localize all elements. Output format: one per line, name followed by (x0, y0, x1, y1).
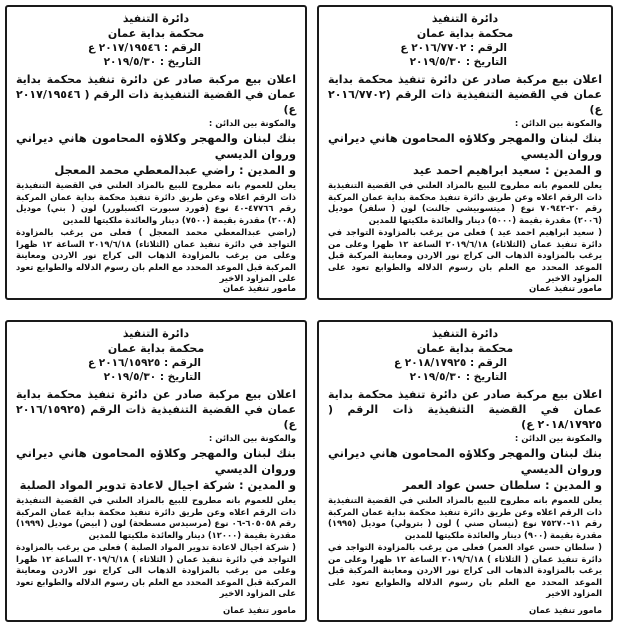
notice-title: اعلان بيع مركبة صادر عن دائرة تنفيذ محكمة بداية عمان في القضية التنفيذية ذات الرقم ( ٢٠١٧/١٩٥٤٦ ع) (16, 73, 296, 116)
notice-date-label: التاريخ : (159, 56, 201, 68)
notice-date-value: ٢٠١٩/٥/٣٠ (409, 56, 463, 68)
department-name: دائرة التنفيذ (122, 12, 190, 25)
parties-intro: والمكونة بين الدائن : (208, 434, 296, 444)
debtor (16, 477, 296, 493)
debtor (16, 162, 296, 178)
vehicle-sale-notice (5, 320, 307, 622)
debtor (328, 477, 602, 493)
case-number-value: ٢٠١٦/٧٧٠٢ ع (400, 42, 467, 54)
notice-date (16, 55, 296, 69)
case-number-label: الرقم : (469, 357, 507, 369)
debtor-name: سعيد ابراهيم احمد عيد (412, 163, 541, 177)
sale-details: يعلن للعموم بانه مطروح للبيع بالمزاد العلني في القضية التنفيذية ذات الرقم اعلاه وعن طريق دائرة تنفيذ محكمة بداية عمان المركبة رقم ٢٠-٧٠٩٤٢ نوع ( ميتسوبيشي جالنت) لون ( سلفر) موديل (٢٠٠٦) مقدرة بقيمة (٥٠٠٠) دينار والعائدة ملكيتها للمدين (328, 180, 602, 225)
parties-intro: والمكونة بين الدائن : (514, 434, 602, 444)
debtor-label: و المدين : (238, 478, 296, 492)
notice-date-value: ٢٠١٩/٥/٣٠ (103, 371, 157, 383)
case-number (328, 41, 602, 55)
notice-title: اعلان بيع مركبة صادر عن دائرة تنفيذ محكمة بداية عمان في القضية التنفيذية ذات الرقم ( ٢٠١٨/١٧٩٢٥ ع) (328, 388, 602, 431)
notice-date (16, 370, 296, 384)
court-name: محكمة بداية عمان (107, 27, 205, 40)
debtor-name: شركة اجيال لاعادة تدوير المواد الصلبة (19, 478, 235, 492)
department-name: دائرة التنفيذ (122, 327, 190, 340)
vehicle-sale-notice (317, 320, 613, 622)
department-name: دائرة التنفيذ (431, 12, 499, 25)
bidding-instructions: ( شركة اجيال لاعادة تدوير المواد الصلبة ) فعلى من يرغب بالمزاودة التواجد في دائرة تنفيذ عمان ( الثلاثاء ) ٢٠١٩/٦/١٨ الساعة ١٢ ظهرا وعلى من يرغب بالمزاودة الذهاب الى كراج نور الاردن ومعاينة المركبة قبل الموعد المحدد مع العلم بان رسوم الدلاله والطوابع تعود على المزاود الاخير (16, 542, 296, 598)
notice-date (328, 370, 602, 384)
creditor: بنك لبنان والمهجر وكلاؤه المحامون هاني ديراني وروان الديسي (16, 131, 296, 161)
parties-intro: والمكونة بين الدائن : (208, 119, 296, 129)
vehicle-sale-notice (317, 5, 613, 300)
case-number-label: الرقم : (163, 357, 201, 369)
creditor: بنك لبنان والمهجر وكلاؤه المحامون هاني ديراني وروان الديسي (16, 446, 296, 476)
debtor-label: و المدين : (544, 478, 602, 492)
bidding-instructions: ( سعيد ابراهيم احمد عيد ) فعلى من يرغب بالمزاودة التواجد في دائرة تنفيذ عمان (الثلاثاء) ٢٠١٩/٦/١٨ الساعة ١٢ ظهرا وعلى من يرغب بالمزاودة الذهاب الى كراج نور الاردن ومعاينة المركبة قبل الموعد المحدد مع العلم بان رسوم الدلاله والطوابع تعود على المزاود الاخير (328, 227, 602, 283)
sale-details: يعلن للعموم بانه مطروح للبيع بالمزاد العلني في القضية التنفيذية ذات الرقم اعلاه وعن طريق دائرة تنفيذ محكمة بداية عمان المركبة رقم ١١-٧٥٢٧٠ نوع (نيسان صني ) لون ( بترولي) موديل (١٩٩٥) مقدرة بقيمة (٩٠٠) دينار والعائدة ملكيتها للمدين (328, 495, 602, 540)
notice-title: اعلان بيع مركبة صادر عن دائرة تنفيذ محكمة بداية عمان في القضية التنفيذية ذات الرقم (٢٠١٦/١٥٩٢٥ ع) (16, 388, 296, 431)
notice-date-label: التاريخ : (465, 371, 507, 383)
bidding-instructions: (راضي عبدالمعطي محمد المعجل ) فعلى من يرغب بالمزاودة التواجد في دائرة تنفيذ عمان (الثلاثاء) ٢٠١٩/٦/١٨ الساعة ١٢ ظهرا وعلى من يرغب بالمزاودة الذهاب الى كراج نور الاردن ومعاينة المركبة قبل الموعد المحدد مع العلم بان رسوم الدلاله والطوابع تعود على المزاود الاخير (16, 227, 296, 283)
case-number-label: الرقم : (163, 42, 201, 54)
court-name: محكمة بداية عمان (107, 342, 205, 355)
debtor-name: سلطان حسن عواد العمر (402, 478, 541, 492)
creditor: بنك لبنان والمهجر وكلاؤه المحامون هاني ديراني وروان الديسي (328, 131, 602, 161)
debtor-label: و المدين : (238, 163, 296, 177)
debtor-label: و المدين : (544, 163, 602, 177)
case-number (16, 356, 296, 370)
signature: مامور تنفيذ عمان (529, 284, 602, 294)
signature: مامور تنفيذ عمان (223, 606, 296, 616)
signature: مامور تنفيذ عمان (223, 284, 296, 294)
creditor: بنك لبنان والمهجر وكلاؤه المحامون هاني ديراني وروان الديسي (328, 446, 602, 476)
case-number (328, 356, 602, 370)
notice-date (328, 55, 602, 69)
notice-date-label: التاريخ : (465, 56, 507, 68)
debtor-name: راضي عبدالمعطي محمد المعجل (54, 163, 235, 177)
notice-date-value: ٢٠١٩/٥/٣٠ (409, 371, 463, 383)
court-name: محكمة بداية عمان (416, 27, 514, 40)
case-number (16, 41, 296, 55)
court-name: محكمة بداية عمان (416, 342, 514, 355)
case-number-value: ٢٠١٨/١٧٩٢٥ ع (393, 357, 467, 369)
parties-intro: والمكونة بين الدائن : (514, 119, 602, 129)
debtor (328, 162, 602, 178)
case-number-value: ٢٠١٦/١٥٩٢٥ ع (87, 357, 161, 369)
notice-date-label: التاريخ : (159, 371, 201, 383)
signature: مامور تنفيذ عمان (529, 606, 602, 616)
sale-details: يعلن للعموم بانه مطروح للبيع بالمزاد العلني في القضية التنفيذية ذات الرقم اعلاه وعن طريق دائرة تنفيذ محكمة بداية عمان المركبة رقم ٤٧٧٦٦-٤٠ نوع (فورد سبورت اكسبلورر) لون ( بني) موديل (٢٠٠٨) مقدرة بقيمة (٧٥٠٠) دينار والعائدة ملكيتها للمدين (16, 180, 296, 225)
case-number-value: ٢٠١٧/١٩٥٤٦ ع (87, 42, 161, 54)
sale-details: يعلن للعموم بانه مطروح للبيع بالمزاد العلني في القضية التنفيذية ذات الرقم اعلاه وعن طريق دائرة تنفيذ محكمة بداية عمان المركبة رقم ٦٠٥٠٥٨-٠٦ نوع (مرسيدس مسطحة) لون ( ابيض) موديل (١٩٩٩) مقدرة بقيمة (١٢٠٠٠) دينار والعائدة ملكيتها للمدين (16, 495, 297, 540)
bidding-instructions: ( سلطان حسن عواد العمر) فعلى من يرغب بالمزاودة التواجد في دائرة تنفيذ عمان ( الثلاثاء ) ٢٠١٩/٦/١٨ الساعة ١٢ ظهرا وعلى من يرغب بالمزاودة الذهاب الى كراج نور الاردن ومعاينة المركبة قبل الموعد المحدد مع العلم بان رسوم الدلاله والطوابع تعود على المزاود الاخير (328, 542, 602, 598)
case-number-label: الرقم : (469, 42, 507, 54)
vehicle-sale-notice (5, 5, 307, 300)
notice-date-value: ٢٠١٩/٥/٣٠ (103, 56, 157, 68)
notice-title: اعلان بيع مركبة صادر عن دائرة تنفيذ محكمة بداية عمان في القضية التنفيذية ذات الرقم (٢٠١٦/٧٧٠٢ ع) (328, 73, 602, 116)
department-name: دائرة التنفيذ (431, 327, 499, 340)
